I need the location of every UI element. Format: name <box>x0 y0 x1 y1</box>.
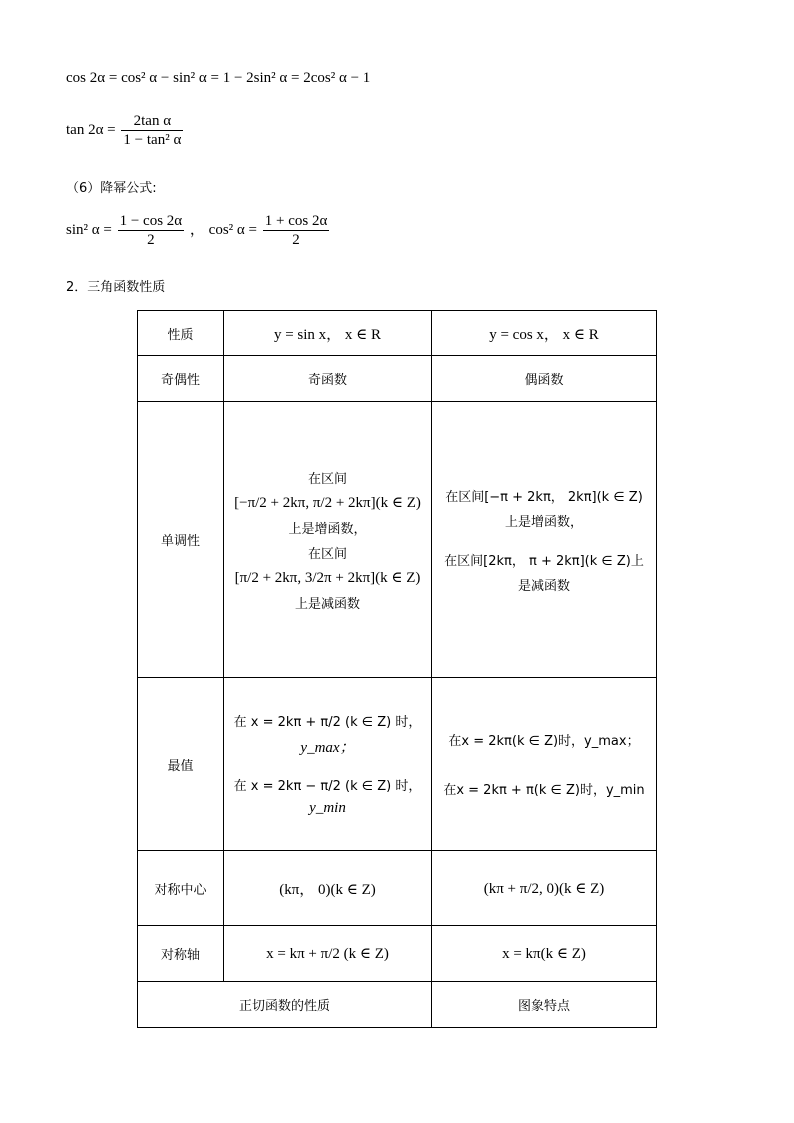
extreme-label: 最值 <box>138 678 224 851</box>
sin-increasing-interval: [−π/2 + 2kπ, π/2 + 2kπ](k ∈ Z) <box>234 494 421 511</box>
cos2-numerator: 1 + cos 2α <box>264 213 328 229</box>
sin-decreasing-interval: [π/2 + 2kπ, 3/2π + 2kπ](k ∈ Z) <box>234 569 421 586</box>
sin-min-value: y_min <box>309 800 346 816</box>
sin-max-condition: 在 x = 2kπ + π/2 (k ∈ Z) 时， <box>233 715 422 730</box>
sin-min-condition: 在 x = 2kπ − π/2 (k ∈ Z) 时， <box>233 779 422 794</box>
reduction-formulas <box>66 212 331 249</box>
tan-numerator: 2tan α <box>121 112 183 131</box>
sin2-denominator: 2 <box>147 232 155 248</box>
trig-properties-table <box>137 310 657 1028</box>
cos-increasing-text: 上是增函数， <box>504 514 583 530</box>
axis-label: 对称轴 <box>138 926 224 982</box>
header-sin: y = sin x， x ∈ R <box>224 311 432 356</box>
cos-increasing-interval: 在区间[−π + 2kπ， 2kπ](k ∈ Z) <box>445 489 643 505</box>
parity-sin: 奇函数 <box>224 356 432 402</box>
sin2-lhs: sin² α = <box>66 221 112 238</box>
header-cos: y = cos x， x ∈ R <box>432 311 657 356</box>
extreme-sin <box>224 678 432 851</box>
footer-tan-properties: 正切函数的性质 <box>138 982 432 1028</box>
sin-decreasing-text: 上是减函数 <box>294 596 360 612</box>
cos-decreasing-text: 是减函数 <box>517 578 570 594</box>
monotonicity-cos <box>432 402 657 678</box>
cos-double-angle-formula: cos 2α = cos² α − sin² α = 1 − 2sin² α = 2cos² α − 1 <box>66 70 371 86</box>
cos-decreasing-interval: 在区间[2kπ， π + 2kπ](k ∈ Z)上 <box>444 553 644 569</box>
axis-sin: x = kπ + π/2 (k ∈ Z) <box>224 926 432 982</box>
sin-increasing-text: 上是增函数， <box>288 521 367 537</box>
reduction-heading: （6）降幂公式: <box>66 181 157 196</box>
sin-interval-word-1: 在区间 <box>307 471 347 487</box>
cos2-lhs: cos² α = <box>208 221 257 238</box>
table-row-center <box>138 851 657 926</box>
center-cos: (kπ + π/2, 0)(k ∈ Z) <box>432 851 657 926</box>
sin2-fraction <box>118 212 185 249</box>
section-title: 2．三角函数性质 <box>66 280 166 295</box>
tan-double-angle-formula <box>66 112 185 149</box>
header-property: 性质 <box>138 311 224 356</box>
sin2-numerator: 1 − cos 2α <box>119 213 183 229</box>
parity-cos: 偶函数 <box>432 356 657 402</box>
axis-cos: x = kπ(k ∈ Z) <box>432 926 657 982</box>
cos2-fraction <box>263 212 330 249</box>
separator: ， <box>189 221 205 238</box>
tan-lhs: tan 2α = <box>66 121 116 138</box>
sin-max-value: y_max； <box>300 740 355 756</box>
table-row-monotonicity <box>138 402 657 678</box>
monotonicity-sin <box>224 402 432 678</box>
center-sin: (kπ， 0)(k ∈ Z) <box>224 851 432 926</box>
tan-fraction <box>121 112 183 149</box>
sin-interval-word-2: 在区间 <box>307 546 347 562</box>
table-row-extreme <box>138 678 657 851</box>
monotonicity-label: 单调性 <box>138 402 224 678</box>
table-row-parity <box>138 356 657 402</box>
table-row-footer <box>138 982 657 1028</box>
center-label: 对称中心 <box>138 851 224 926</box>
tan-denominator: 1 − tan² α <box>123 132 182 148</box>
cos-min: 在x = 2kπ + π(k ∈ Z)时，y_min <box>443 783 645 798</box>
extreme-cos <box>432 678 657 851</box>
cos-max: 在x = 2kπ(k ∈ Z)时，y_max； <box>448 734 640 749</box>
parity-label: 奇偶性 <box>138 356 224 402</box>
table-row-axis <box>138 926 657 982</box>
table-row-header <box>138 311 657 356</box>
footer-graph-features: 图象特点 <box>432 982 657 1028</box>
cos2-denominator: 2 <box>292 232 300 248</box>
